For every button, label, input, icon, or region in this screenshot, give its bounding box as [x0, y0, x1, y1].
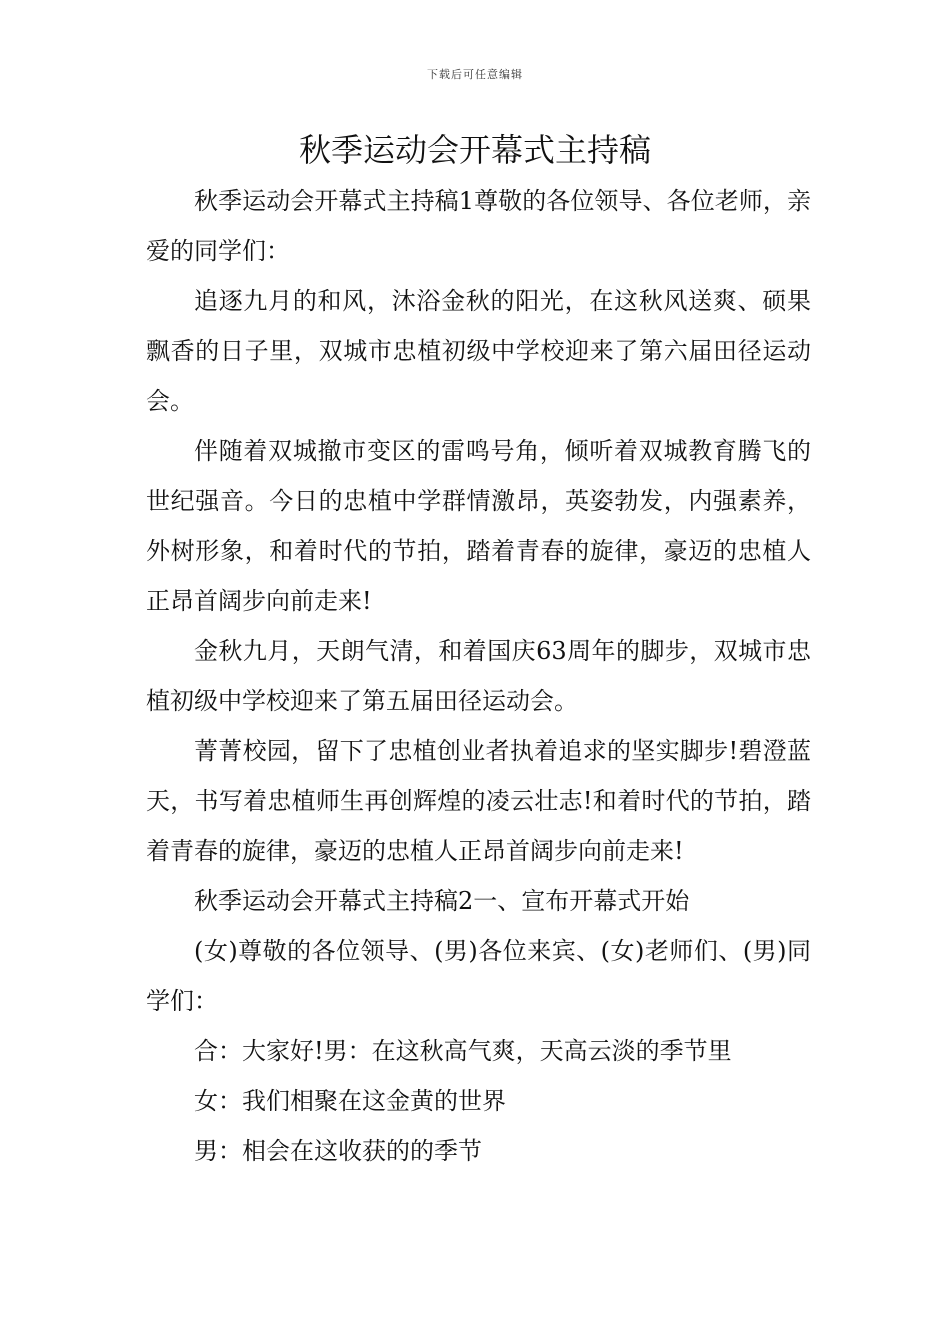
paragraph: 合：大家好!男：在这秋高气爽，天高云淡的季节里: [194, 1037, 732, 1065]
paragraph: 追逐九月的和风，沐浴金秋的阳光，在这秋风送爽、硕果飘香的日子里，双城市忠植初级中学校迎来了第六届田径运动会。: [146, 287, 811, 415]
paragraph: 金秋九月，天朗气清，和着国庆63周年的脚步，双城市忠植初级中学校迎来了第五届田径运动会。: [146, 637, 811, 715]
paragraph: 伴随着双城撤市变区的雷鸣号角，倾听着双城教育腾飞的世纪强音。今日的忠植中学群情激昂，英姿勃发，内强素养，外树形象，和着时代的节拍，踏着青春的旋律，豪迈的忠植人正昂首阔步向前走来!: [146, 437, 811, 615]
header-note: 下载后可任意编辑: [427, 68, 523, 81]
paragraph: 秋季运动会开幕式主持稿1尊敬的各位领导、各位老师，亲爱的同学们：: [146, 187, 811, 265]
paragraph: (女)尊敬的各位领导、(男)各位来宾、(女)老师们、(男)同学们：: [146, 937, 811, 1015]
paragraph: 男：相会在这收获的的季节: [194, 1137, 482, 1165]
paragraph: 女：我们相聚在这金黄的世界: [194, 1087, 506, 1115]
paragraph: 菁菁校园，留下了忠植创业者执着追求的坚实脚步!碧澄蓝天，书写着忠植师生再创辉煌的凌云壮志!和着时代的节拍，踏着青春的旋律，豪迈的忠植人正昂首阔步向前走来!: [146, 737, 811, 865]
paragraph: 秋季运动会开幕式主持稿2一、宣布开幕式开始: [194, 887, 690, 915]
document-body: [146, 176, 811, 1176]
document-title: 秋季运动会开幕式主持稿: [298, 131, 651, 169]
